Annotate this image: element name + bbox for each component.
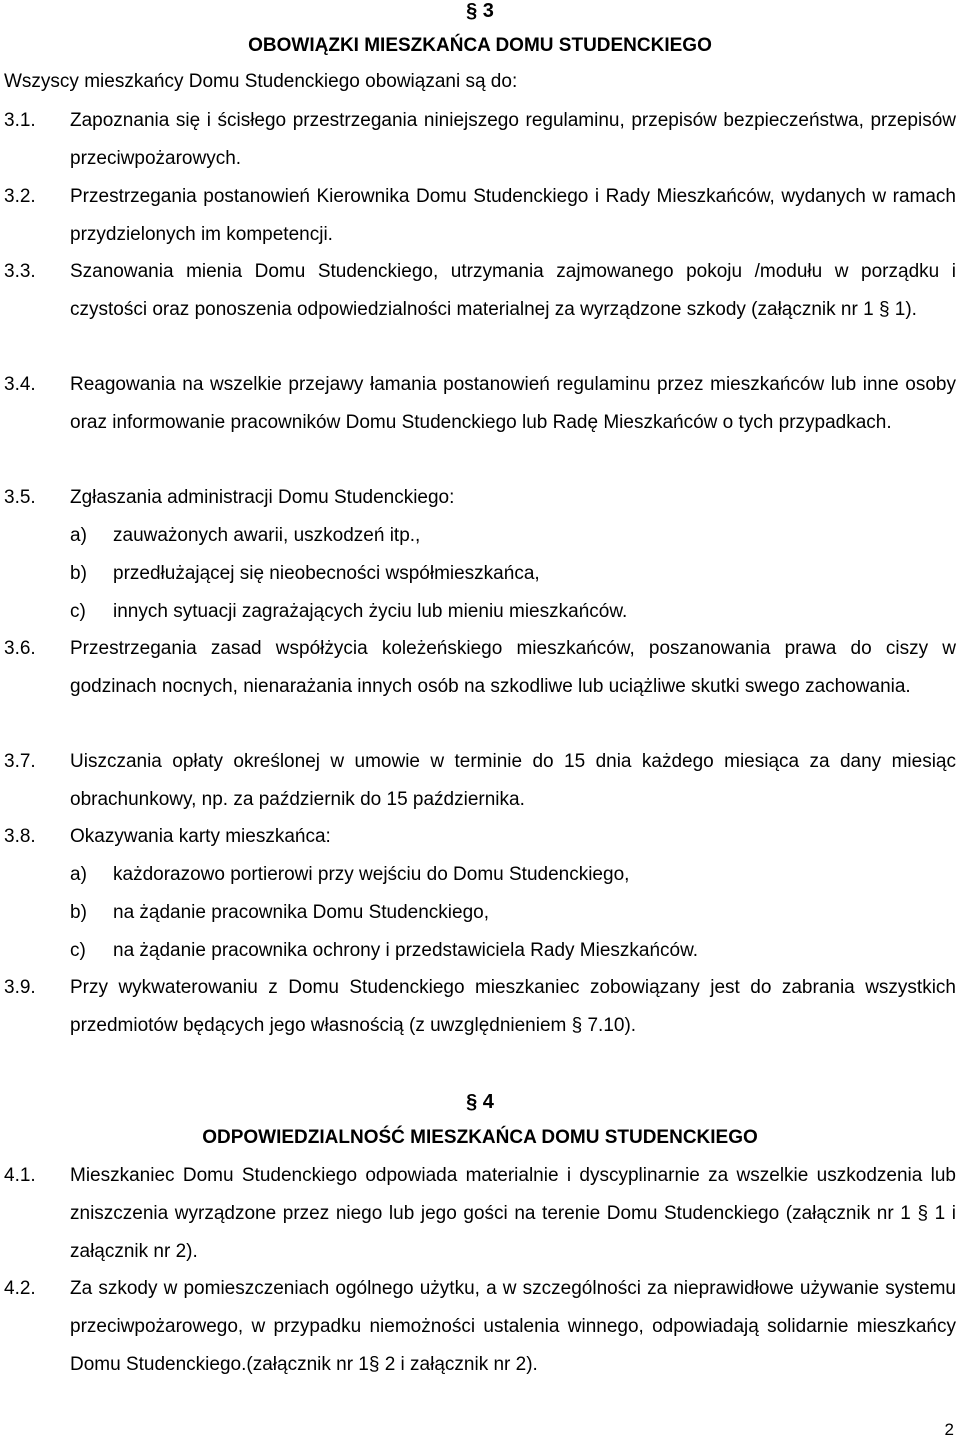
sub-item-letter: b)	[70, 563, 87, 584]
list-item-3-3	[4, 253, 956, 329]
sub-item	[70, 894, 956, 932]
list-item-3-1	[4, 102, 956, 178]
sub-item-text: zauważonych awarii, uszkodzeń itp.,	[113, 525, 421, 546]
item-number: 4.1.	[4, 1165, 36, 1186]
item-text: Mieszkaniec Domu Studenckiego odpowiada materialnie i dyscyplinarnie za wszelkie uszkodzenia lub zniszczenia wyrządzone przez niego lub jego gości na terenie Domu Studenckiego (załącznik nr 1 § 1 i załącznik nr 2).	[70, 1165, 956, 1262]
list-item-3-4	[4, 366, 956, 442]
item-text: Przy wykwaterowaniu z Domu Studenckiego mieszkaniec zobowiązany jest do zabrania wszystkich przedmiotów będących jego własnością (z uwzględnieniem § 7.10).	[70, 977, 956, 1036]
sub-item-text: na żądanie pracownika ochrony i przedstawiciela Rady Mieszkańców.	[113, 940, 699, 961]
list-item-3-6	[4, 630, 956, 706]
sub-item-letter: c)	[70, 601, 86, 622]
list-item-3-5	[4, 479, 956, 631]
list-item-4-2	[4, 1270, 956, 1384]
item-text: Przestrzegania zasad współżycia koleżeńskiego mieszkańców, poszanowania prawa do ciszy w godzinach nocnych, nienarażania innych osób na szkodliwe lub uciążliwe skutki swego zachowania.	[70, 638, 956, 697]
section-4-title: ODPOWIEDZIALNOŚĆ MIESZKAŃCA DOMU STUDENCKIEGO	[202, 1127, 758, 1148]
list-item-3-8	[4, 818, 956, 970]
item-number: 3.1.	[4, 110, 36, 131]
sub-item-letter: a)	[70, 864, 87, 885]
item-number: 3.6.	[4, 638, 36, 659]
sub-item-text: na żądanie pracownika Domu Studenckiego,	[113, 902, 490, 923]
sub-item-text: przedłużającej się nieobecności współmieszkańca,	[113, 563, 540, 584]
item-number: 3.4.	[4, 374, 36, 395]
sub-item	[70, 593, 956, 631]
sub-item-letter: a)	[70, 525, 87, 546]
sub-item-letter: c)	[70, 940, 86, 961]
section-4-mark: § 4	[466, 1091, 494, 1113]
item-text: Zgłaszania administracji Domu Studenckiego:	[70, 487, 455, 508]
sub-item	[70, 932, 956, 970]
item-number: 3.3.	[4, 261, 36, 282]
list-item-3-9	[4, 969, 956, 1045]
sub-item	[70, 517, 956, 555]
sub-item-text: każdorazowo portierowi przy wejściu do Domu Studenckiego,	[113, 864, 630, 885]
section-3-intro: Wszyscy mieszkańcy Domu Studenckiego obowiązani są do:	[4, 71, 518, 92]
section-3-mark: § 3	[466, 0, 494, 22]
item-number: 3.8.	[4, 826, 36, 847]
item-text: Przestrzegania postanowień Kierownika Domu Studenckiego i Rady Mieszkańców, wydanych w ramach przydzielonych im kompetencji.	[70, 186, 956, 245]
sub-item	[70, 555, 956, 593]
page-number: 2	[944, 1420, 954, 1439]
item-text: Zapoznania się i ścisłego przestrzegania niniejszego regulaminu, przepisów bezpieczeństwa, przepisów przeciwpożarowych.	[70, 110, 956, 169]
list-item-4-1	[4, 1157, 956, 1271]
sub-item-letter: b)	[70, 902, 87, 923]
item-text: Reagowania na wszelkie przejawy łamania postanowień regulaminu przez mieszkańców lub inne osoby oraz informowanie pracowników Domu Studenckiego lub Radę Mieszkańców o tych przypadkach.	[70, 374, 956, 433]
section-3-title: OBOWIĄZKI MIESZKAŃCA DOMU STUDENCKIEGO	[248, 35, 712, 56]
item-number: 3.7.	[4, 751, 36, 772]
list-item-3-7	[4, 743, 956, 819]
item-number: 4.2.	[4, 1278, 36, 1299]
item-number: 3.5.	[4, 487, 36, 508]
item-text: Za szkody w pomieszczeniach ogólnego użytku, a w szczególności za nieprawidłowe używanie systemu przeciwpożarowego, w przypadku niemożności ustalenia winnego, odpowiadają solidarnie mieszkańcy Domu Studenckiego.(załącznik nr 1§ 2 i załącznik nr 2).	[70, 1278, 956, 1375]
list-item-3-2	[4, 178, 956, 254]
item-text: Szanowania mienia Domu Studenckiego, utrzymania zajmowanego pokoju /modułu w porządku i czystości oraz ponoszenia odpowiedzialności materialnej za wyrządzone szkody (załącznik nr 1 § 1).	[70, 261, 956, 320]
item-text: Okazywania karty mieszkańca:	[70, 826, 331, 847]
item-number: 3.9.	[4, 977, 36, 998]
sub-item	[70, 856, 956, 894]
item-number: 3.2.	[4, 186, 36, 207]
sub-item-text: innych sytuacji zagrażających życiu lub mieniu mieszkańców.	[113, 601, 628, 622]
item-text: Uiszczania opłaty określonej w umowie w terminie do 15 dnia każdego miesiąca za dany miesiąc obrachunkowy, np. za październik do 15 października.	[70, 751, 956, 810]
